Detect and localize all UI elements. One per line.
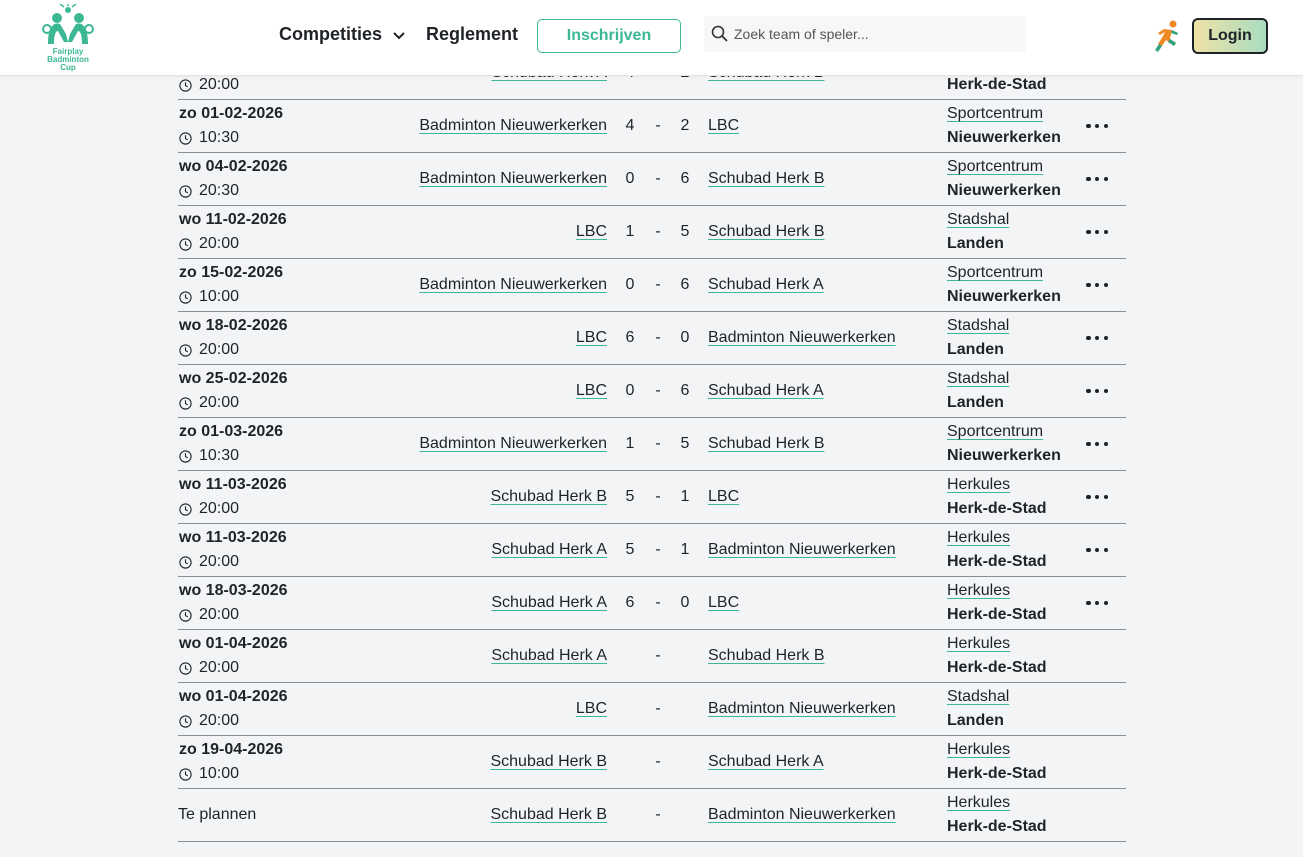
home-team [490,488,607,506]
venue-city: Herk-de-Stad [947,76,1047,93]
home-team [576,329,607,347]
home-team [419,170,607,188]
score-separator: - [655,753,661,770]
match-time-label: 20:00 [199,659,240,676]
match-date: zo 01-03-2026 [179,423,284,440]
venue-city: Landen [947,235,1004,252]
match-time [179,659,239,677]
score-away: 6 [680,276,690,293]
clock-icon [179,291,192,304]
home-team [419,435,607,453]
table-row [178,312,1126,365]
venue-link[interactable]: Stadshal [947,317,1010,334]
venue-link[interactable]: Herkules [947,476,1011,493]
venue-city: Herk-de-Stad [947,818,1047,835]
venue-link[interactable]: Stadshal [947,688,1010,705]
table-row [178,418,1126,471]
venue [947,317,1009,335]
venue-link[interactable]: Herkules [947,794,1011,811]
runner-icon[interactable] [1150,19,1182,53]
more-options-icon[interactable] [1084,486,1110,508]
match-time-label: 20:00 [199,76,240,93]
match-time [179,129,239,147]
away-team-link[interactable]: LBC [708,488,740,505]
venue [947,741,1010,759]
more-options-icon[interactable] [1084,115,1110,137]
away-team-link[interactable]: Badminton Nieuwerkerken [708,806,896,823]
score-away: 1 [680,541,690,558]
away-team [708,276,824,294]
score-home: 1 [625,223,635,240]
away-team [708,806,896,824]
venue [947,688,1009,706]
venue [947,370,1009,388]
more-options-icon[interactable] [1084,221,1110,243]
venue-link[interactable]: Stadshal [947,211,1010,228]
match-date: wo 18-03-2026 [179,582,288,599]
table-row [178,365,1126,418]
clock-icon [179,662,192,675]
venue-city: Nieuwerkerken [947,129,1061,146]
match-date: wo 11-02-2026 [179,211,287,228]
score-away: 5 [680,223,690,240]
score-separator: - [655,117,661,134]
venue-link[interactable]: Herkules [947,582,1011,599]
venue-link[interactable]: Sportcentrum [947,105,1044,122]
away-team-link[interactable]: Schubad Herk B [708,435,825,452]
login-button[interactable]: Login [1192,18,1268,54]
match-time [179,235,239,253]
venue [947,476,1010,494]
away-team-link[interactable]: Schubad Herk A [708,753,824,770]
table-row [178,524,1126,577]
logo-icon [40,4,96,50]
away-team [708,117,739,135]
nav-reglement[interactable]: Reglement [426,24,519,44]
clock-icon [179,556,192,569]
score-home: 0 [625,276,635,293]
match-date: zo 19-04-2026 [179,741,284,758]
home-team [491,541,607,559]
venue [947,158,1043,176]
venue-city: Landen [947,394,1004,411]
score-separator: - [655,329,661,346]
nav-competities[interactable] [279,24,406,46]
away-team [708,488,739,506]
match-date: wo 01-04-2026 [179,688,288,705]
away-team-link[interactable]: LBC [708,594,740,611]
venue-city: Nieuwerkerken [947,447,1061,464]
match-time [179,447,239,465]
table-row [178,206,1126,259]
home-team-link[interactable]: Schubad Herk A [491,647,607,664]
home-team-link[interactable]: Schubad Herk A [491,594,607,611]
home-team-link[interactable]: Schubad Herk A [491,541,607,558]
match-date: zo 15-02-2026 [179,264,284,281]
score-home: 5 [625,541,635,558]
home-team [576,223,607,241]
clock-icon [179,609,192,622]
match-table [178,47,1126,842]
venue [947,264,1043,282]
away-team-link[interactable]: Badminton Nieuwerkerken [708,541,896,558]
score-away: 2 [680,117,690,134]
clock-icon [179,768,192,781]
away-team-link[interactable]: Schubad Herk B [708,647,825,664]
match-time-label: 10:30 [199,129,240,146]
match-time [179,76,239,94]
venue [947,105,1043,123]
clock-icon [179,344,192,357]
away-team-link[interactable]: Badminton Nieuwerkerken [708,329,896,346]
top-header [0,0,1303,76]
more-options-icon[interactable] [1084,274,1110,296]
table-row [178,789,1126,842]
match-date: wo 18-02-2026 [179,317,288,334]
match-time [179,288,239,306]
score-separator: - [655,170,661,187]
more-options-icon[interactable] [1084,168,1110,190]
match-time-label: 20:00 [199,235,240,252]
clock-icon [179,185,192,198]
table-row [178,153,1126,206]
match-time-label: 10:00 [199,288,240,305]
venue-city: Herk-de-Stad [947,606,1047,623]
nav-competities-label: Competities [279,24,383,44]
score-separator: - [655,806,661,823]
venue-link[interactable]: Herkules [947,635,1011,652]
score-separator: - [655,594,661,611]
score-away: 1 [680,488,690,505]
score-separator: - [655,488,661,505]
score-separator: - [655,700,661,717]
away-team [708,435,825,453]
clock-icon [179,238,192,251]
away-team-link[interactable]: Schubad Herk A [708,382,824,399]
away-team-link[interactable]: Badminton Nieuwerkerken [708,700,896,717]
away-team [708,223,825,241]
away-team-link[interactable]: Schubad Herk A [708,276,824,293]
home-team-link[interactable]: LBC [575,382,607,399]
venue-city: Herk-de-Stad [947,765,1047,782]
match-time-label: 20:00 [199,500,240,517]
venue-city: Nieuwerkerken [947,288,1061,305]
table-row [178,100,1126,153]
home-team [419,276,607,294]
more-options-icon[interactable] [1084,327,1110,349]
venue-link[interactable]: Herkules [947,529,1011,546]
venue-city: Herk-de-Stad [947,659,1047,676]
away-team [708,753,824,771]
venue-city: Nieuwerkerken [947,182,1061,199]
match-time [179,712,239,730]
away-team-link[interactable]: LBC [708,117,740,134]
fairplay-logo[interactable] [40,4,96,70]
match-date: wo 11-03-2026 [179,529,287,546]
home-team-link[interactable]: LBC [575,700,607,717]
home-team [491,647,607,665]
home-team [490,753,607,771]
clock-icon [179,503,192,516]
venue-link[interactable]: Sportcentrum [947,423,1044,440]
match-time [179,394,239,412]
home-team-link[interactable]: Badminton Nieuwerkerken [419,435,607,452]
venue [947,529,1010,547]
venue [947,211,1009,229]
logo-text [40,48,96,72]
away-team [708,594,739,612]
clock-icon [179,79,192,92]
venue-link[interactable]: Herkules [947,741,1011,758]
match-time-label: 20:30 [199,182,240,199]
home-team-link[interactable]: Badminton Nieuwerkerken [419,117,607,134]
clock-icon [179,715,192,728]
match-time-label: 10:30 [199,447,240,464]
match-date: wo 01-04-2026 [179,635,288,652]
home-team [491,594,607,612]
logo-line-2: Badminton [47,55,89,64]
score-home: 1 [625,435,635,452]
score-away: 0 [680,329,690,346]
venue-link[interactable]: Sportcentrum [947,264,1044,281]
search-input[interactable] [734,26,1014,42]
away-team [708,329,896,347]
score-home: 0 [625,382,635,399]
home-team [419,117,607,135]
home-team [490,806,607,824]
score-home: 6 [625,594,635,611]
match-time-label: 20:00 [199,394,240,411]
score-home: 4 [625,117,635,134]
score-separator: - [655,541,661,558]
home-team [576,382,607,400]
score-separator: - [655,223,661,240]
match-time-label: 20:00 [199,341,240,358]
match-time [179,500,239,518]
venue-city: Landen [947,712,1004,729]
home-team-link[interactable]: Schubad Herk B [490,806,607,823]
home-team-link[interactable]: Schubad Herk B [490,753,607,770]
away-team [708,170,825,188]
venue-city: Herk-de-Stad [947,553,1047,570]
search-icon [710,24,730,44]
logo-line-3: Cup [60,63,76,72]
score-separator: - [655,276,661,293]
score-home: 6 [625,329,635,346]
score-away: 0 [680,594,690,611]
venue-link[interactable]: Sportcentrum [947,158,1044,175]
venue [947,635,1010,653]
more-options-icon[interactable] [1084,380,1110,402]
away-team-link[interactable]: Schubad Herk B [708,170,825,187]
table-row [178,259,1126,312]
table-row [178,471,1126,524]
score-away: 5 [680,435,690,452]
table-row [178,683,1126,736]
table-row [178,577,1126,630]
logo-line-1: Fairplay [52,47,84,56]
match-time-label: 20:00 [199,712,240,729]
match-time [179,553,239,571]
match-time [179,341,239,359]
score-home: 0 [625,170,635,187]
match-date: wo 11-03-2026 [179,476,287,493]
away-team [708,647,825,665]
venue-link[interactable]: Stadshal [947,370,1010,387]
match-time [179,606,239,624]
away-team [708,541,896,559]
search-box [704,16,1026,52]
venue-city: Herk-de-Stad [947,500,1047,517]
unscheduled-label: Te plannen [178,806,257,823]
match-time-label: 20:00 [199,606,240,623]
table-row [178,630,1126,683]
match-date: wo 25-02-2026 [179,370,288,387]
home-team-link[interactable]: Schubad Herk B [490,488,607,505]
score-separator: - [655,382,661,399]
score-separator: - [655,435,661,452]
venue [947,582,1010,600]
more-options-icon[interactable] [1084,539,1110,561]
home-team-link[interactable]: Badminton Nieuwerkerken [419,276,607,293]
home-team-link[interactable]: LBC [575,329,607,346]
chevron-down-icon [392,25,406,46]
venue [947,794,1010,812]
more-options-icon[interactable] [1084,592,1110,614]
more-options-icon[interactable] [1084,433,1110,455]
match-time-label: 10:00 [199,765,240,782]
match-time [179,765,239,783]
clock-icon [179,397,192,410]
clock-icon [179,132,192,145]
match-date: wo 04-02-2026 [179,158,288,175]
home-team [576,700,607,718]
table-row [178,736,1126,789]
score-away: 6 [680,170,690,187]
away-team [708,382,824,400]
venue [947,423,1043,441]
venue-city: Landen [947,341,1004,358]
match-time [179,182,239,200]
clock-icon [179,450,192,463]
away-team [708,700,896,718]
match-date: zo 01-02-2026 [179,105,284,122]
score-separator: - [655,647,661,664]
score-home: 5 [625,488,635,505]
home-team-link[interactable]: Badminton Nieuwerkerken [419,170,607,187]
inschrijven-button[interactable]: Inschrijven [537,19,681,53]
score-away: 6 [680,382,690,399]
home-team-link[interactable]: LBC [575,223,607,240]
away-team-link[interactable]: Schubad Herk B [708,223,825,240]
match-time-label: 20:00 [199,553,240,570]
